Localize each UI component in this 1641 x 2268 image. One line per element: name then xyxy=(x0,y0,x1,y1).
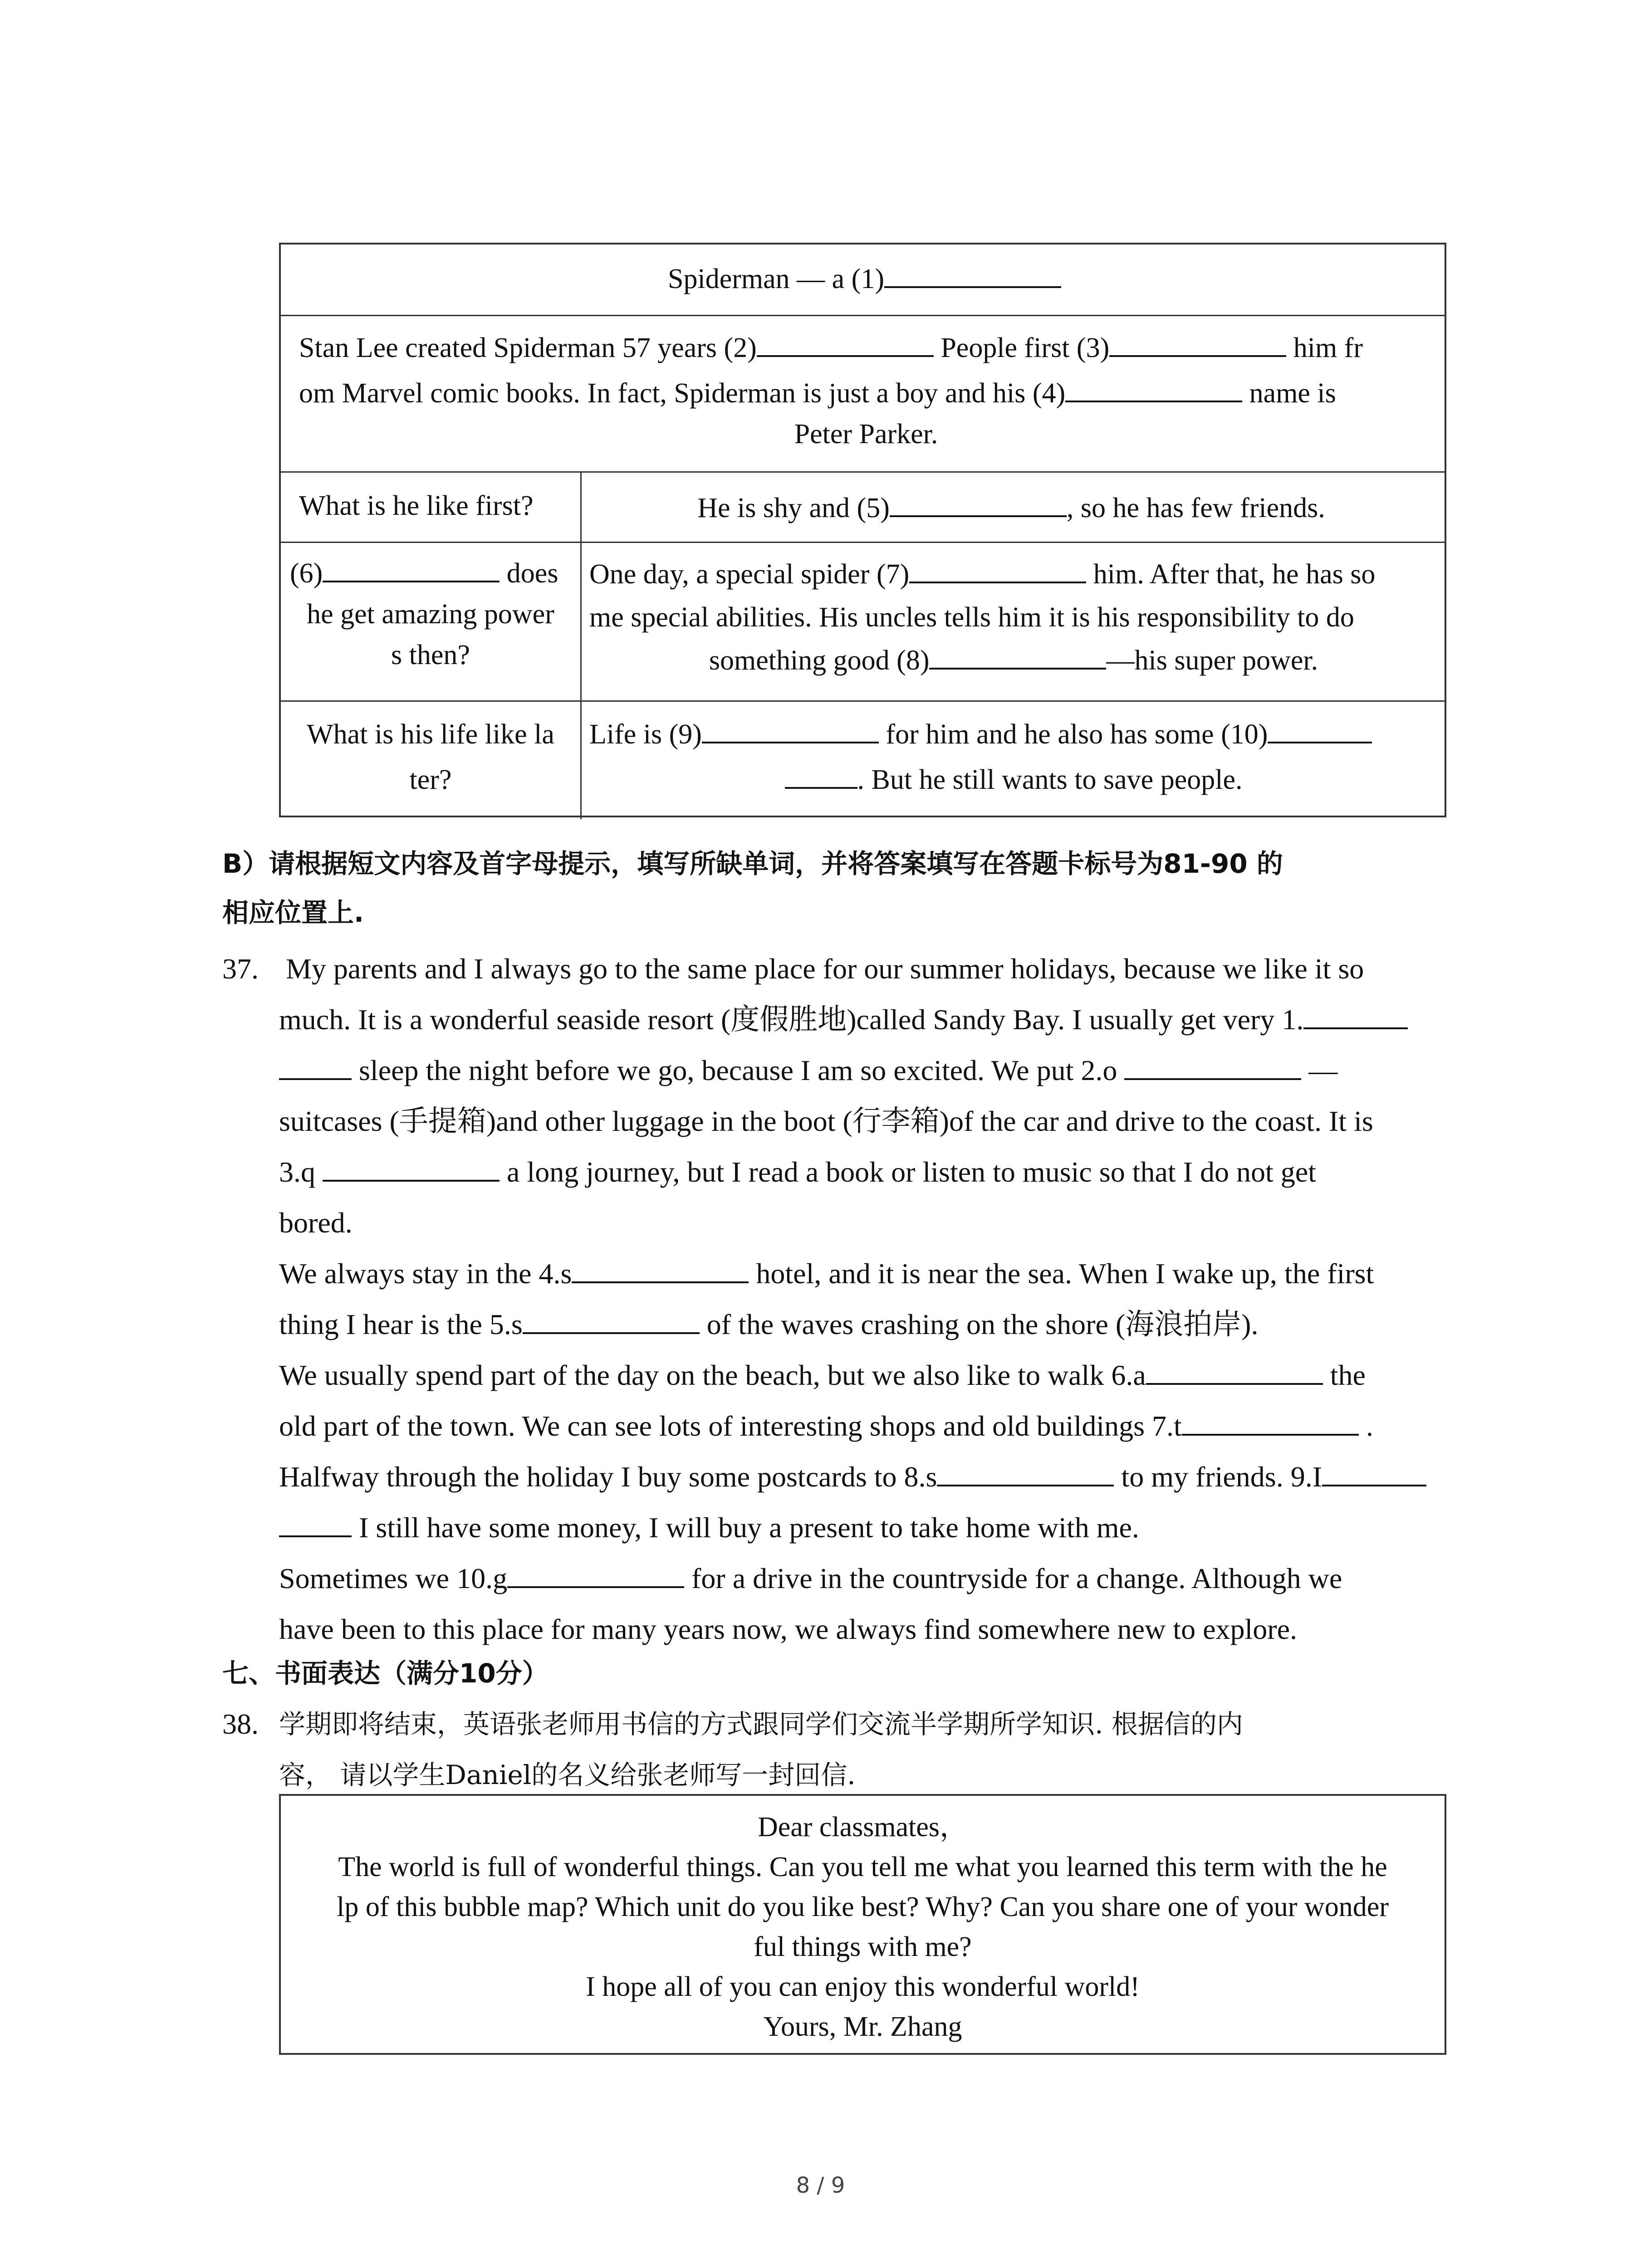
blank-10[interactable] xyxy=(1268,718,1372,743)
blank-8[interactable] xyxy=(929,644,1106,670)
question-37-passage xyxy=(286,943,1502,994)
passage-text: old part of the town. We can see lots of interesting shops and old buildings 7.t xyxy=(279,1410,1182,1442)
passage-line xyxy=(279,1299,1495,1350)
blank-q4[interactable] xyxy=(572,1258,749,1283)
blank-3[interactable] xyxy=(1109,332,1286,357)
passage-text: We usually spend part of the day on the beach, but we also like to walk 6.a xyxy=(279,1359,1146,1391)
instruction-line: 相应位置上. xyxy=(222,897,364,928)
blank-q6[interactable] xyxy=(1146,1359,1323,1385)
intro-line xyxy=(299,325,1433,371)
intro-line xyxy=(299,371,1433,416)
answer-text: something good (8) xyxy=(709,645,930,676)
blank-q9[interactable] xyxy=(1322,1461,1426,1486)
passage-text: hotel, and it is near the sea. When I wake up, the first xyxy=(756,1257,1374,1290)
answer-line xyxy=(589,553,1438,596)
passage-text: 3.q xyxy=(279,1156,315,1188)
passage-text: We always stay in the 4.s xyxy=(279,1257,572,1290)
passage-text: Sometimes we 10.g xyxy=(279,1562,508,1594)
intro-text: him fr xyxy=(1293,332,1363,363)
blank-5[interactable] xyxy=(890,492,1067,517)
prompt-line: 容， 请以学生Daniel的名义给张老师写一封回信. xyxy=(279,1760,856,1790)
question-text: he get amazing power xyxy=(307,599,554,630)
table-rule xyxy=(281,471,1445,473)
table-rule xyxy=(281,315,1445,316)
passage-text: Halfway through the holiday I buy some postcards to 8.s xyxy=(279,1461,937,1493)
passage-text: for a drive in the countryside for a change. Although we xyxy=(691,1562,1342,1594)
blank-q10[interactable] xyxy=(507,1563,684,1588)
blank-4[interactable] xyxy=(1065,377,1242,402)
teacher-letter-box xyxy=(279,1794,1446,2055)
passage-text: of the waves crashing on the shore (海浪拍岸). xyxy=(706,1308,1259,1340)
passage-line xyxy=(279,1045,1495,1096)
letter-line: I hope all of you can enjoy this wonderful world! xyxy=(586,1971,1140,2002)
row2-answer xyxy=(589,553,1438,682)
letter-line: ful things with me? xyxy=(754,1931,972,1962)
question-line xyxy=(290,553,571,594)
blank-q9-cont[interactable] xyxy=(279,1512,352,1537)
answer-line xyxy=(589,639,1438,682)
row1-answer xyxy=(589,487,1433,529)
row2-question xyxy=(290,553,571,675)
instruction-line: B）请根据短文内容及首字母提示，填写所缺单词，并将答案填写在答题卡标号为81-90 的 xyxy=(222,848,1283,879)
letter-signature: Yours, Mr. Zhang xyxy=(763,2011,962,2042)
passage-line xyxy=(279,1553,1495,1604)
table-intro xyxy=(299,325,1433,452)
answer-text: —his super power. xyxy=(1106,645,1318,676)
blank-q3[interactable] xyxy=(323,1156,500,1182)
passage-line xyxy=(279,994,1495,1045)
passage-line xyxy=(279,1147,1495,1198)
question-38-prompt xyxy=(279,1699,1495,1800)
intro-text: name is xyxy=(1249,378,1336,409)
intro-text: People first (3) xyxy=(941,332,1110,363)
answer-text: for him and he also has some (10) xyxy=(886,719,1268,750)
blank-1[interactable] xyxy=(884,263,1061,288)
intro-text: om Marvel comic books. In fact, Spiderman is just a boy and his (4) xyxy=(299,378,1066,409)
passage-text: — xyxy=(1308,1054,1338,1086)
passage-line xyxy=(279,1452,1495,1502)
blank-9[interactable] xyxy=(702,718,879,743)
letter-line: The world is full of wonderful things. Can you tell me what you learned this term with the he xyxy=(338,1852,1387,1882)
passage-line xyxy=(279,1350,1495,1401)
passage-text: the xyxy=(1330,1359,1366,1391)
spiderman-notes-table xyxy=(279,243,1446,817)
letter-greeting: Dear classmates， xyxy=(757,1812,968,1843)
answer-text: . But he still wants to save people. xyxy=(857,764,1243,795)
question-text: (6) xyxy=(290,558,323,589)
blank-6[interactable] xyxy=(323,557,500,582)
blank-q8[interactable] xyxy=(937,1461,1114,1486)
answer-line xyxy=(589,712,1438,757)
question-37-number: 37. xyxy=(222,953,259,985)
question-text: What is his life like la xyxy=(307,719,554,750)
table-rule xyxy=(281,700,1445,702)
answer-text: One day, a special spider (7) xyxy=(589,559,910,590)
section-7-heading: 七、书面表达（满分10分） xyxy=(222,1658,549,1689)
answer-line xyxy=(589,757,1438,802)
question-37-passage-body xyxy=(279,994,1495,1655)
passage-text: much. It is a wonderful seaside resort (度假胜地)called Sandy Bay. I usually get very 1. xyxy=(279,1003,1304,1036)
answer-text: Life is (9) xyxy=(589,719,702,750)
row3-question xyxy=(290,712,571,802)
prompt-line: 学期即将结束，英语张老师用书信的方式跟同学们交流半学期所学知识. 根据信的内 xyxy=(279,1709,1243,1740)
passage-text: thing I hear is the 5.s xyxy=(279,1308,523,1340)
passage-text: a long journey, but I read a book or listen to music so that I do not get xyxy=(507,1156,1316,1188)
page-number: 8 / 9 xyxy=(796,2173,845,2198)
blank-10-cont[interactable] xyxy=(785,763,857,789)
letter-line: lp of this bubble map? Which unit do you like best? Why? Can you share one of your wonder xyxy=(337,1892,1389,1922)
passage-line: have been to this place for many years now, we always find somewhere new to explore. xyxy=(279,1613,1297,1645)
intro-text: Stan Lee created Spiderman 57 years (2) xyxy=(299,332,757,363)
passage-line xyxy=(279,1401,1495,1452)
answer-text: He is shy and (5) xyxy=(697,493,890,523)
blank-q7[interactable] xyxy=(1182,1410,1359,1436)
section-b-instruction xyxy=(222,839,1447,937)
question-text: ter? xyxy=(409,764,452,795)
blank-q5[interactable] xyxy=(523,1309,700,1334)
answer-text: , so he has few friends. xyxy=(1066,493,1325,523)
answer-text: him. After that, he has so xyxy=(1093,559,1376,590)
passage-line: suitcases (手提箱)and other luggage in the boot (行李箱)of the car and drive to the coast. It is xyxy=(279,1105,1373,1137)
table-rule xyxy=(281,542,1445,543)
question-text: s then? xyxy=(391,640,470,670)
passage-line xyxy=(279,1502,1495,1553)
passage-line: My parents and I always go to the same place for our summer holidays, because we like it so xyxy=(286,953,1364,985)
blank-q1-cont[interactable] xyxy=(279,1055,352,1080)
row3-answer xyxy=(589,712,1438,802)
row1-question: What is he like first? xyxy=(299,490,534,521)
question-38-number: 38. xyxy=(222,1708,259,1740)
blank-7[interactable] xyxy=(909,558,1086,583)
intro-text: Peter Parker. xyxy=(794,419,938,450)
question-text: does xyxy=(506,558,558,589)
table-column-rule xyxy=(580,471,582,819)
title-text: Spiderman — a (1) xyxy=(668,264,884,294)
blank-q2[interactable] xyxy=(1124,1055,1301,1080)
passage-text: . xyxy=(1366,1410,1373,1442)
answer-text: me special abilities. His uncles tells him it is his responsibility to do xyxy=(589,602,1354,633)
passage-line xyxy=(279,1248,1495,1299)
passage-text: sleep the night before we go, because I am so excited. We put 2.o xyxy=(359,1054,1117,1086)
table-title xyxy=(281,258,1448,300)
blank-q1[interactable] xyxy=(1303,1004,1408,1029)
passage-line: bored. xyxy=(279,1207,353,1239)
passage-text: I still have some money, I will buy a present to take home with me. xyxy=(359,1511,1139,1544)
passage-text: to my friends. 9.I xyxy=(1121,1461,1322,1493)
blank-2[interactable] xyxy=(757,332,934,357)
